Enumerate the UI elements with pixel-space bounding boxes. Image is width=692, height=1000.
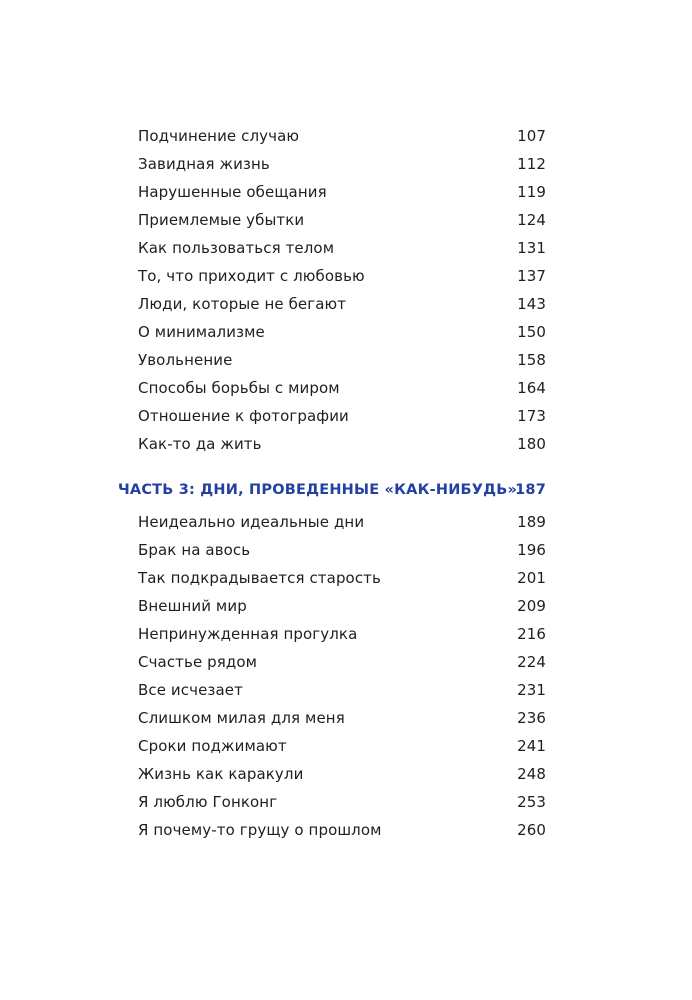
toc-entry-page: 143 [517, 295, 546, 313]
toc-entry-title: Отношение к фотографии [138, 407, 349, 425]
toc-entry [138, 154, 546, 174]
toc-entry-title: Брак на авось [138, 541, 251, 559]
toc-entry-title: Непринужденная прогулка [138, 625, 358, 643]
toc-entry [138, 540, 546, 560]
toc-entry [138, 266, 546, 286]
toc-entry-page: 216 [517, 625, 546, 643]
toc-entry-title: Все исчезает [138, 681, 243, 699]
toc-entry [138, 322, 546, 342]
toc-entry [138, 406, 546, 426]
toc-entry-page: 224 [517, 653, 546, 671]
toc-entry-page: 107 [517, 127, 546, 145]
toc-entry [138, 764, 546, 784]
toc-entry-title: Нарушенные обещания [138, 183, 327, 201]
toc-part-page: 187 [515, 482, 546, 498]
toc-entry [138, 624, 546, 644]
toc-entry-title: Как-то да жить [138, 435, 262, 453]
toc-entry-title: То, что приходит с любовью [138, 267, 365, 285]
toc-entry-title: Как пользоваться телом [138, 239, 335, 257]
toc-entry [138, 182, 546, 202]
toc-entry [138, 820, 546, 840]
toc-entry-page: 150 [517, 323, 546, 341]
toc-entry-title: Неидеально идеальные дни [138, 513, 365, 531]
toc-entry-page: 201 [517, 569, 546, 587]
toc-entry-title: Я люблю Гонконг [138, 793, 278, 811]
toc-entry-title: Завидная жизнь [138, 155, 270, 173]
toc-entry-title: Подчинение случаю [138, 127, 300, 145]
toc-entry-title: Увольнение [138, 351, 233, 369]
toc-entry-page: 236 [517, 709, 546, 727]
toc-entry-page: 241 [517, 737, 546, 755]
toc-entry-title: Люди, которые не бегают [138, 295, 347, 313]
toc-entry-title: Счастье рядом [138, 653, 258, 671]
toc-entry [138, 210, 546, 230]
toc-entry [138, 736, 546, 756]
toc-entry-page: 209 [517, 597, 546, 615]
toc-entry [138, 350, 546, 370]
toc-entry-page: 231 [517, 681, 546, 699]
toc-entry [138, 512, 546, 532]
toc-entry-page: 260 [517, 821, 546, 839]
toc-entry-page: 180 [517, 435, 546, 453]
toc-entry-page: 173 [517, 407, 546, 425]
toc-entry-title: Жизнь как каракули [138, 765, 304, 783]
toc-entry-title: Способы борьбы с миром [138, 379, 340, 397]
toc-entry [138, 294, 546, 314]
toc-entry-title: Слишком милая для меня [138, 709, 345, 727]
toc-entry-title: Внешний мир [138, 597, 247, 615]
toc-entry [138, 680, 546, 700]
toc-entry [138, 238, 546, 258]
toc-entry [138, 652, 546, 672]
toc-entry-page: 189 [517, 513, 546, 531]
toc-entry [138, 434, 546, 454]
toc-entry-page: 253 [517, 793, 546, 811]
toc-entry-page: 119 [517, 183, 546, 201]
toc-entry-title: Так подкрадывается старость [138, 569, 381, 587]
toc-entry-page: 137 [517, 267, 546, 285]
toc-entry-page: 164 [517, 379, 546, 397]
toc-entry-title: О минимализме [138, 323, 265, 341]
toc-entry [138, 792, 546, 812]
toc-part-title: ЧАСТЬ 3: ДНИ, ПРОВЕДЕННЫЕ «КАК-НИБУДЬ» [118, 482, 518, 498]
toc-entry-page: 248 [517, 765, 546, 783]
toc-entry-page: 124 [517, 211, 546, 229]
toc-entry-page: 158 [517, 351, 546, 369]
toc-part-heading [118, 479, 546, 501]
toc-entry-page: 196 [517, 541, 546, 559]
toc-entry [138, 708, 546, 728]
toc-entry [138, 378, 546, 398]
toc-entry [138, 126, 546, 146]
toc-entry-title: Сроки поджимают [138, 737, 287, 755]
toc-entry-page: 112 [517, 155, 546, 173]
toc-entry [138, 568, 546, 588]
toc-entry-title: Приемлемые убытки [138, 211, 305, 229]
toc-entry-title: Я почему-то грущу о прошлом [138, 821, 382, 839]
toc-entry-page: 131 [517, 239, 546, 257]
toc-entry [138, 596, 546, 616]
